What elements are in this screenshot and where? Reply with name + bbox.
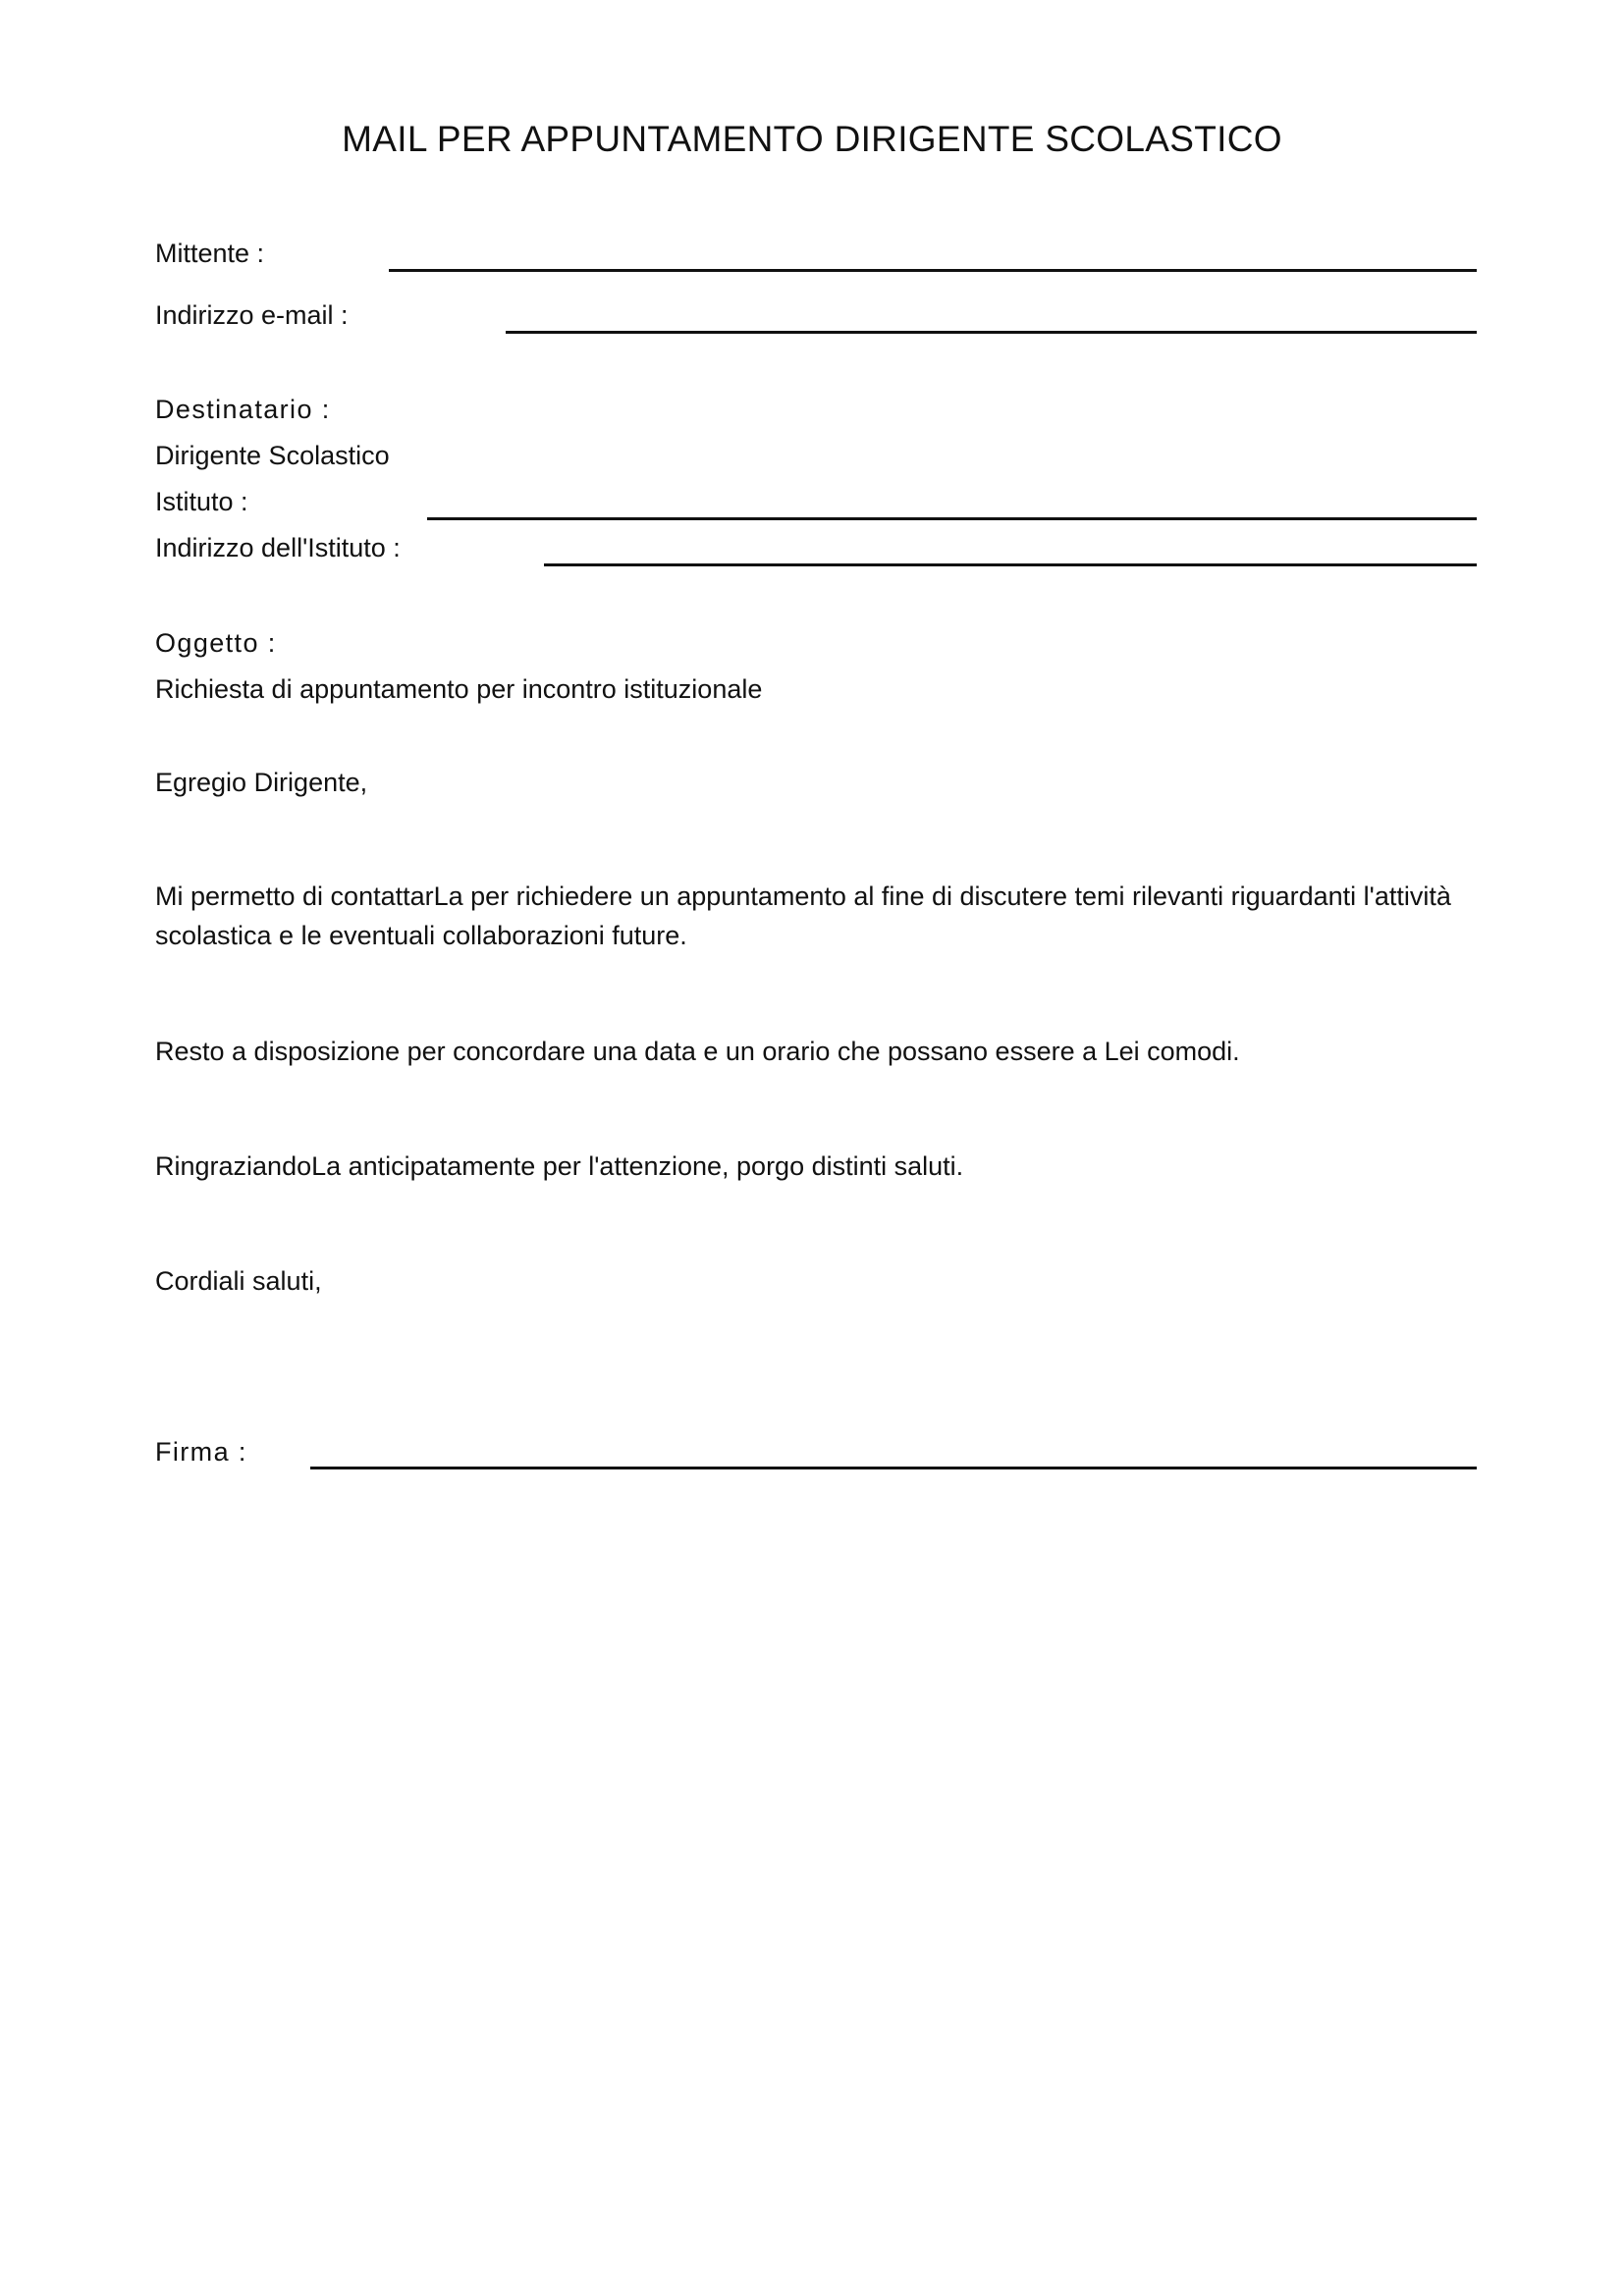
paragraph-request: Mi permetto di contattarLa per richiedere un appuntamento al fine di discutere temi rilevanti riguardanti l'attività scolastica e le eventuali collaborazioni future. [155,881,1451,950]
mittente-label: Mittente : [155,239,265,268]
salutation: Egregio Dirigente, [155,768,368,797]
istituto-blank-line [427,517,1477,520]
paragraph-thanks: RingraziandoLa anticipatamente per l'attenzione, porgo distinti saluti. [155,1151,964,1181]
oggetto-value: Richiesta di appuntamento per incontro istituzionale [155,674,763,704]
indirizzo-istituto-blank-line [544,563,1477,566]
firma-label: Firma : [155,1437,247,1467]
document-title: MAIL PER APPUNTAMENTO DIRIGENTE SCOLASTICO [342,119,1282,159]
destinatario-label: Destinatario : [155,395,331,424]
closing: Cordiali saluti, [155,1266,322,1296]
firma-blank-line [310,1467,1477,1469]
dirigente-text: Dirigente Scolastico [155,441,390,470]
istituto-label: Istituto : [155,487,248,516]
email-label: Indirizzo e-mail : [155,300,349,330]
oggetto-label: Oggetto : [155,628,277,658]
indirizzo-istituto-label: Indirizzo dell'Istituto : [155,533,401,562]
email-blank-line [506,331,1477,334]
mittente-blank-line [389,269,1477,272]
paragraph-availability: Resto a disposizione per concordare una data e un orario che possano essere a Lei comodi. [155,1037,1240,1066]
